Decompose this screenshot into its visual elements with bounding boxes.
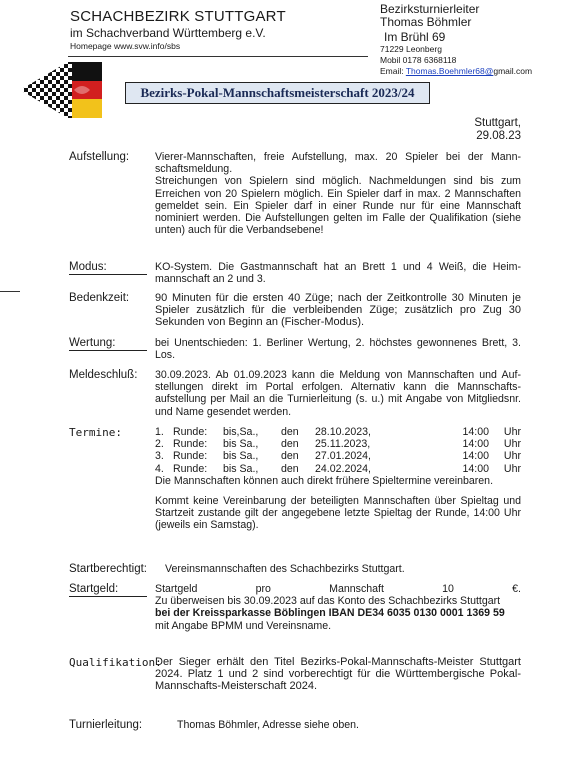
contact-name: Thomas Böhmler <box>380 15 472 29</box>
label-modus: Modus: <box>69 261 147 275</box>
chessboard-flag-logo <box>20 60 102 120</box>
startgeld-line4: mit Angabe BPMM und Vereinsname. <box>155 619 332 632</box>
header-rule <box>68 56 368 57</box>
label-wertung: Wertung: <box>69 337 147 351</box>
text-startberechtigt: Vereinsmannschaften des Schachbezirks Stuttgart. <box>165 563 405 575</box>
text-wertung: bei Unentschieden: 1. Berliner Wertung, 2. höchstes gewonnenes Brett, 3. Los. <box>155 337 521 362</box>
label-qualifikation: Qualifikation: <box>69 656 162 669</box>
email-link[interactable]: Thomas.Boehmler68@ <box>405 66 494 76</box>
text-turnierleitung: Thomas Böhmler, Adresse siehe oben. <box>177 719 359 731</box>
text-modus: KO-System. Die Gastmannschaft hat an Brett 1 und 4 Weiß, die Heimmannschaft an 2 und 3. <box>155 261 521 286</box>
label-turnierleitung: Turnierleitung: <box>69 719 143 731</box>
contact-city: 71229 Leonberg <box>380 44 442 54</box>
text-termine <box>155 426 521 532</box>
org-subtitle: im Schachverband Württemberg e.V. <box>70 26 266 40</box>
contact-mobile: Mobil 0178 6368118 <box>380 55 457 65</box>
text-qualifikation: Der Sieger erhält den Titel Bezirks-Pokal-Mannschafts-Meister Stuttgart 2024. Platz 1 und 2 sind vorberechtigt für die Württembergische Pokal-Mannschafts-Meisterschaft 2024. <box>155 656 521 693</box>
termine-note2: Kommt keine Vereinbarung der beteiligten Mannschaften über Spieltag und Startzeit zustande gilt der angegebene letzte Spieltag der Runde, 14:00 Uhr (jeweils ein Samstag). <box>155 495 521 532</box>
label-startgeld: Startgeld: <box>69 583 147 597</box>
round-row: 2. Runde: bis Sa., den 25.11.2023, 14:00 Uhr <box>155 438 521 451</box>
contact-role: Bezirksturnierleiter <box>380 2 480 16</box>
startgeld-line2: Zu überweisen bis 30.09.2023 auf das Konto des Schachbezirks Stuttgart <box>155 595 501 608</box>
date-place: Stuttgart, <box>474 117 521 129</box>
event-title: Bezirks-Pokal-Mannschaftsmeisterschaft 2023/24 <box>125 82 430 104</box>
text-aufstellung <box>155 151 521 236</box>
text-meldeschluss: 30.09.2023. Ab 01.09.2023 kann die Meldung von Mannschaften und Aufstellungen direkt im Portal erfolgen. Alternativ kann die Mannschaftsaufstellung per Mail an die Turnierleitung (s. u.) mit Angabe von Mitgliedsnr. und Name gesendet werden. <box>155 369 521 418</box>
label-startberechtigt: Startberechtigt: <box>69 563 147 575</box>
label-meldeschluss: Meldeschluß: <box>69 369 138 381</box>
aufstellung-p2: Streichungen von Spielern sind möglich. Nachmeldungen sind bis zum Erreichen von 20 Spielern möglich. Ein Spieler darf in max. 2 Mannschaften gemeldet sein. Ein Spieler darf in einer Runde nur für eine Mannschaft nominiert werden. Die Aufstellungen gelten im Falle der Qualifikation (siehe unten) auch für die Verbandsebene! <box>155 175 521 237</box>
label-termine: Termine: <box>69 426 122 439</box>
aufstellung-p1: Vierer-Mannschaften, freie Aufstellung, max. 20 Spieler bei der Mannschaftsmeldung. <box>155 151 521 176</box>
label-aufstellung: Aufstellung: <box>69 151 130 163</box>
text-startgeld <box>155 583 521 632</box>
org-title: SCHACHBEZIRK STUTTGART <box>70 8 286 25</box>
round-row: 1. Runde: bis,Sa., den 28.10.2023, 14:00 Uhr <box>155 426 521 438</box>
contact-street: Im Brühl 69 <box>384 30 446 44</box>
email-domain: gmail.com <box>493 66 533 76</box>
margin-mark <box>0 291 20 292</box>
termine-note1: Die Mannschaften können auch direkt frühere Spieltermine vereinbaren. <box>155 474 494 487</box>
contact-email <box>380 66 532 77</box>
homepage-text: Homepage www.svw.info/sbs <box>70 41 181 51</box>
text-bedenkzeit: 90 Minuten für die ersten 40 Züge; nach der Zeitkontrolle 30 Minuten je Spieler zusätzlich für die verbleibenden Züge; zusätzlich pro Zug 30 Sekunden von Beginn an (Fischer-Modus). <box>155 292 521 329</box>
startgeld-line1: Startgeld pro Mannschaft 10 €. <box>155 583 521 595</box>
startgeld-bank: bei der Kreissparkasse Böblingen IBAN DE34 6035 0130 0001 1369 59 <box>155 607 505 620</box>
label-bedenkzeit: Bedenkzeit: <box>69 292 130 304</box>
round-row: 4. Runde: bis Sa., den 24.02.2024, 14:00 Uhr <box>155 462 521 475</box>
rounds-table <box>155 426 521 475</box>
email-label: Email: <box>380 66 404 76</box>
date-day: 29.08.23 <box>476 130 521 142</box>
date-block <box>474 117 521 143</box>
round-row: 3. Runde: bis Sa., den 27.01.2024, 14:00 Uhr <box>155 450 521 463</box>
